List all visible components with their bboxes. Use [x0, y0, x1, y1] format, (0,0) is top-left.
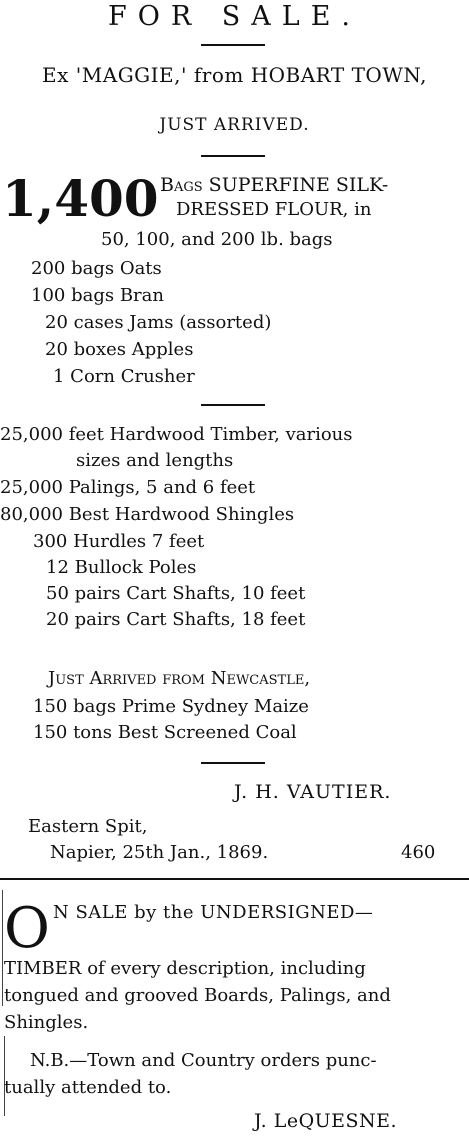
timber-description-2: tongued and grooved Boards, Palings, and [4, 985, 391, 1006]
timber-item: 25,000 feet Hardwood Timber, various [0, 424, 353, 445]
short-rule [201, 404, 265, 406]
flour-description-2: DRESSED FLOUR, in [176, 199, 372, 220]
newcastle-item: 150 tons Best Screened Coal [33, 722, 297, 743]
advertiser-signature-2: J. LeQUESNE. [254, 1110, 398, 1132]
timber-description-1: TIMBER of every description, including [4, 958, 366, 979]
timber-item: 50 pairs Cart Shafts, 10 feet [46, 583, 306, 604]
ad-title: FOR SALE. [108, 1, 361, 32]
newcastle-item: 150 bags Prime Sydney Maize [33, 696, 309, 717]
short-rule [201, 44, 265, 46]
stock-item: 1 Corn Crusher [53, 366, 195, 387]
ship-source-line: Ex 'MAGGIE,' from HOBART TOWN, [42, 63, 427, 87]
advertiser-signature: J. H. VAUTIER. [234, 781, 392, 803]
stock-item: 20 boxes Apples [45, 339, 194, 360]
column-edge-line [2, 890, 3, 1006]
timber-item: sizes and lengths [76, 450, 234, 471]
address-line-1: Eastern Spit, [28, 816, 148, 837]
stock-item: 200 bags Oats [31, 258, 162, 279]
timber-item: 25,000 Palings, 5 and 6 feet [0, 477, 256, 498]
just-arrived-heading: JUST ARRIVED. [159, 115, 310, 135]
short-rule [201, 762, 265, 764]
flour-quantity: 1,400 [2, 169, 159, 228]
ad-number: 460 [401, 842, 436, 863]
column-edge-line [4, 1036, 5, 1116]
timber-item: 12 Bullock Poles [46, 557, 197, 578]
note-line-2: tually attended to. [4, 1077, 172, 1098]
note-line-1: N.B.—Town and Country orders punc- [30, 1050, 377, 1071]
short-rule [201, 155, 265, 157]
flour-description-3: 50, 100, and 200 lb. bags [101, 229, 333, 250]
stock-item: 100 bags Bran [31, 285, 164, 306]
flour-description-1: Bags SUPERFINE SILK- [160, 174, 389, 196]
timber-item: 300 Hurdles 7 feet [33, 531, 205, 552]
drop-cap: O [4, 896, 50, 961]
ad-separator-rule [0, 878, 469, 880]
stock-item: 20 cases Jams (assorted) [45, 312, 272, 333]
address-line-2: Napier, 25th Jan., 1869. [50, 842, 269, 863]
timber-description-3: Shingles. [4, 1012, 89, 1033]
timber-item: 20 pairs Cart Shafts, 18 feet [46, 609, 306, 630]
newcastle-heading: Just Arrived from Newcastle, [48, 668, 311, 689]
timber-item: 80,000 Best Hardwood Shingles [0, 504, 295, 525]
on-sale-line: N SALE by the UNDERSIGNED— [53, 902, 374, 923]
